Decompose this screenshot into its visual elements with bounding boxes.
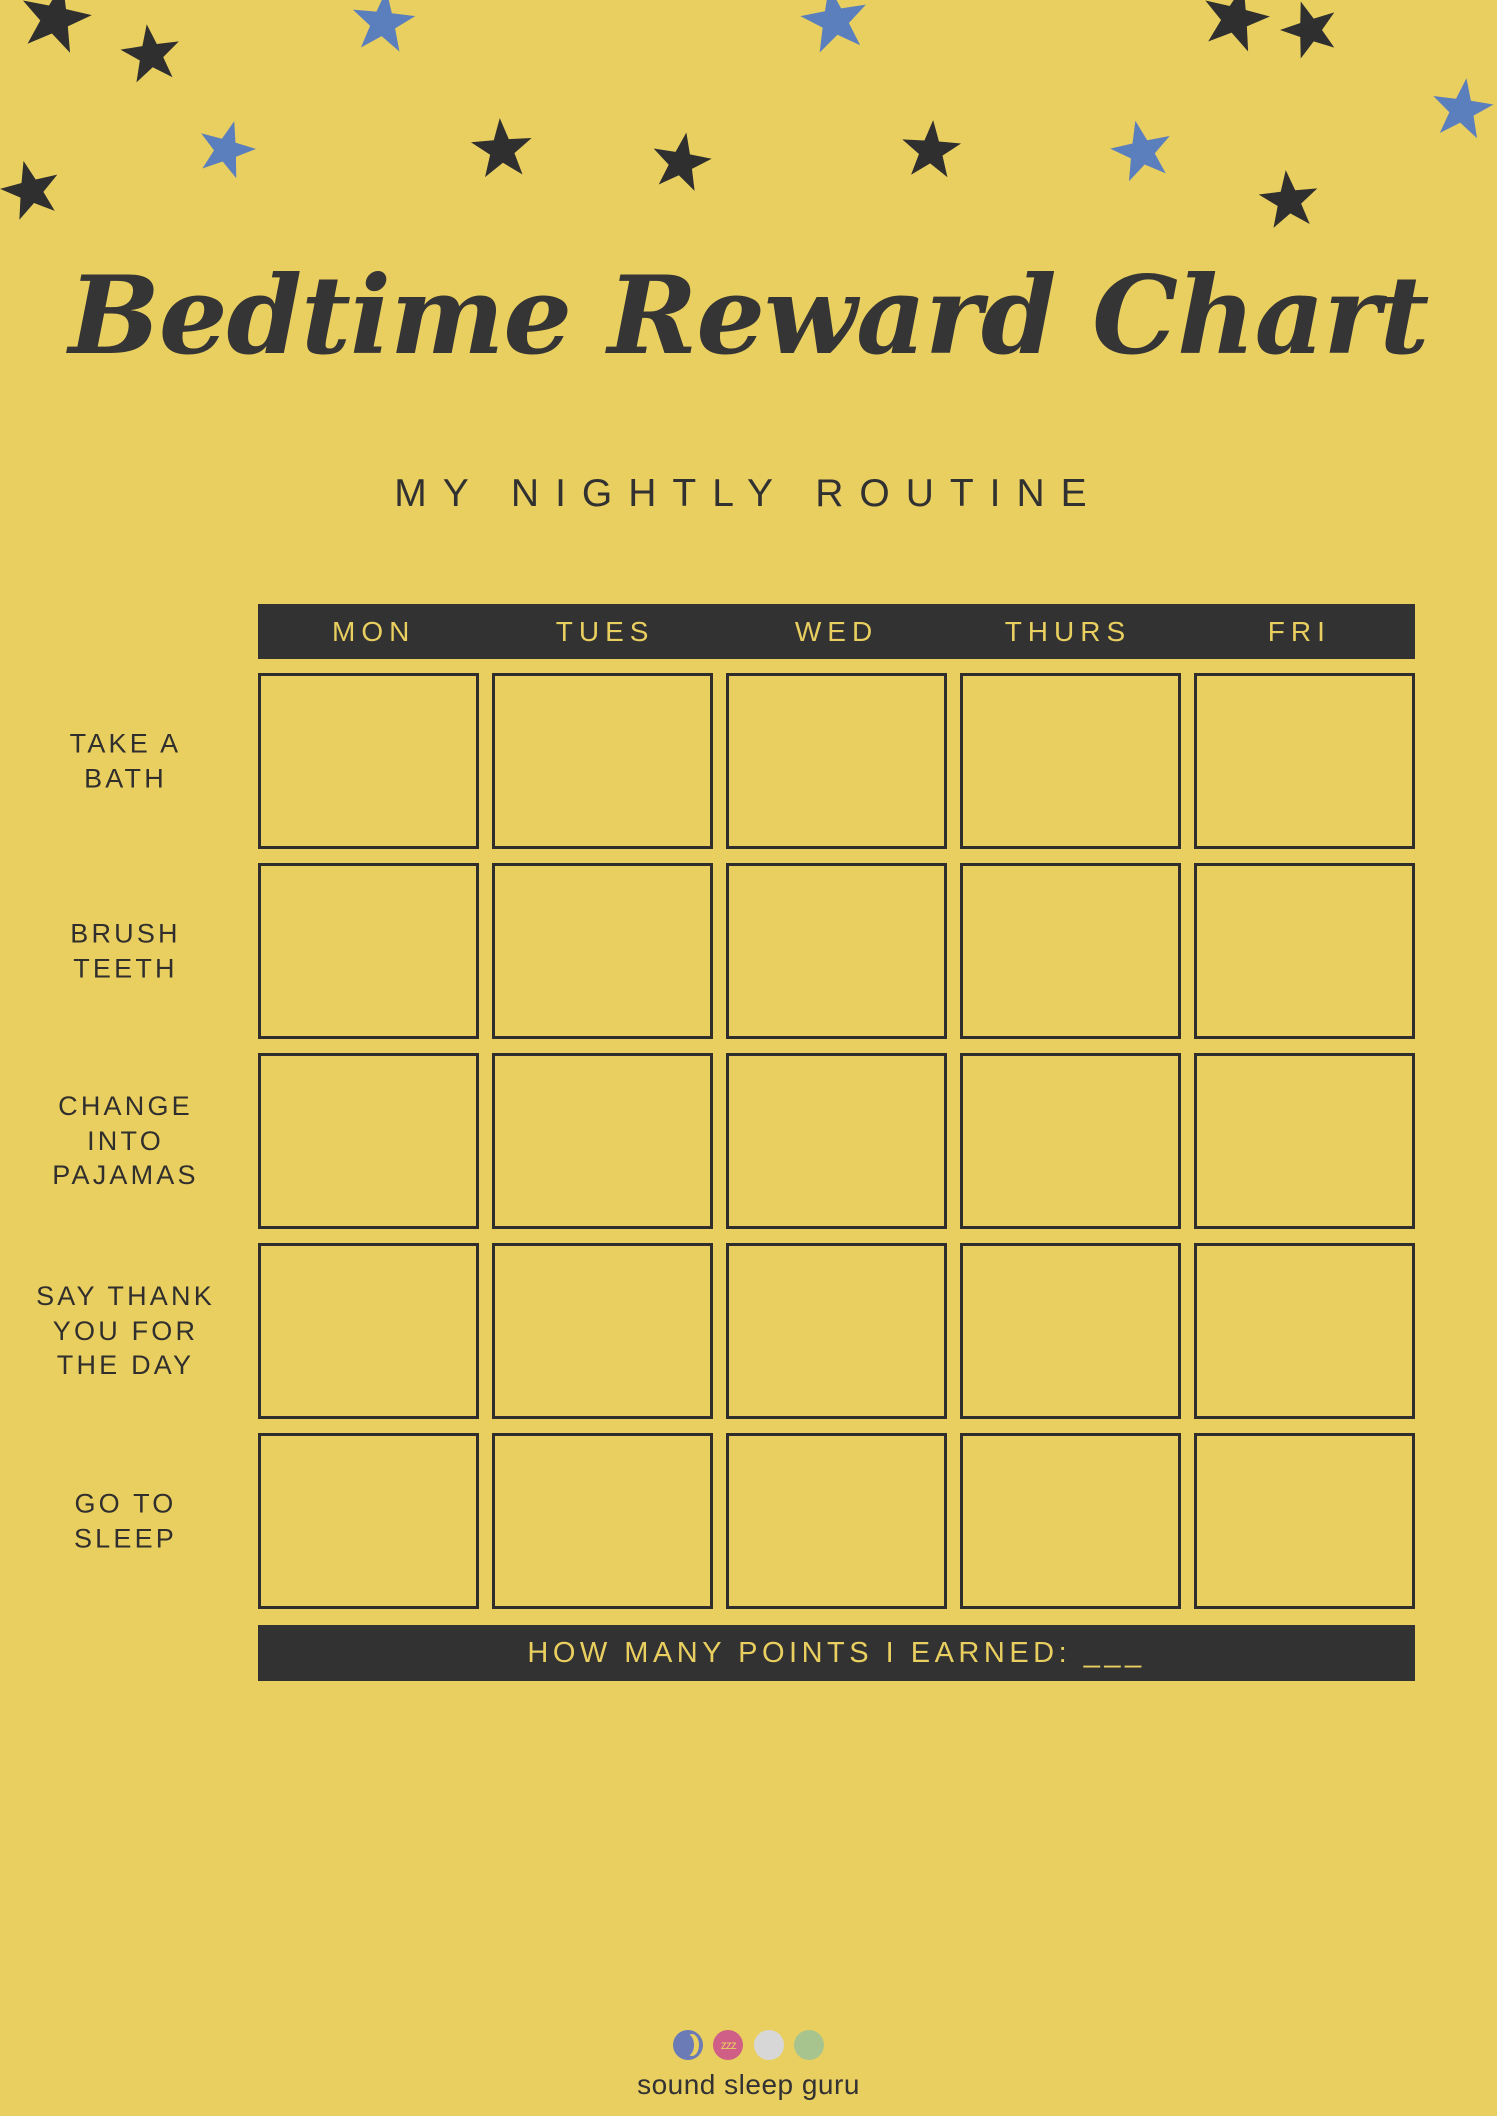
checkbox-cell-thanks-fri[interactable]: [1194, 1243, 1415, 1419]
table-row: [52, 1053, 1415, 1229]
checkbox-cell-teeth-thurs[interactable]: [960, 863, 1181, 1039]
checkbox-cell-pajamas-fri[interactable]: [1194, 1053, 1415, 1229]
moon-icon: [673, 2030, 703, 2060]
checkbox-cell-sleep-tues[interactable]: [492, 1433, 713, 1609]
checkbox-cell-thanks-thurs[interactable]: [960, 1243, 1181, 1419]
column-header-fri: FRI: [1267, 615, 1331, 647]
checkbox-cell-sleep-fri[interactable]: [1194, 1433, 1415, 1609]
table-row: [73, 1433, 1415, 1609]
row-label-say-thank-you: SAY THANK YOU FOR THE DAY: [36, 1281, 215, 1381]
checkbox-cell-thanks-tues[interactable]: [492, 1243, 713, 1419]
checkbox-cell-bath-thurs[interactable]: [960, 673, 1181, 849]
row-label-go-to-sleep: GO TO SLEEP: [73, 1488, 178, 1553]
table-row: [70, 863, 1415, 1039]
column-header-thurs: THURS: [1004, 615, 1132, 647]
star-icon: [350, 0, 416, 56]
checkbox-cell-pajamas-mon[interactable]: [258, 1053, 479, 1229]
checkbox-cell-sleep-mon[interactable]: [258, 1433, 479, 1609]
row-label-take-a-bath: TAKE A BATH: [69, 728, 182, 793]
star-icon: [196, 120, 256, 180]
checkbox-cell-teeth-fri[interactable]: [1194, 863, 1415, 1039]
row-label-change-into-pajamas: CHANGE INTO PAJAMAS: [52, 1091, 199, 1191]
dot-green-icon: [794, 2030, 824, 2060]
checkbox-cell-bath-wed[interactable]: [726, 673, 947, 849]
column-header-mon: MON: [332, 615, 416, 647]
checkbox-cell-pajamas-wed[interactable]: [726, 1053, 947, 1229]
star-icon: [900, 120, 962, 182]
checkbox-cell-bath-mon[interactable]: [258, 673, 479, 849]
star-icon: [1430, 78, 1494, 142]
checkbox-cell-thanks-mon[interactable]: [258, 1243, 479, 1419]
logo-text: sound sleep guru: [637, 2069, 860, 2100]
table-row: [36, 1243, 1415, 1419]
sleep-zzz-icon: zzz: [713, 2030, 743, 2060]
brand-logo: [0, 2030, 1497, 2101]
checkbox-cell-sleep-wed[interactable]: [726, 1433, 947, 1609]
checkbox-cell-bath-tues[interactable]: [492, 673, 713, 849]
star-decoration-field: [0, 0, 1497, 280]
checkbox-cell-teeth-wed[interactable]: [726, 863, 947, 1039]
points-earned-bar[interactable]: [258, 1625, 1415, 1681]
logo-dots: [0, 2030, 1497, 2064]
checkbox-cell-pajamas-thurs[interactable]: [960, 1053, 1181, 1229]
checkbox-cell-thanks-wed[interactable]: [726, 1243, 947, 1419]
star-icon: [1258, 170, 1320, 232]
checkbox-cell-teeth-tues[interactable]: [492, 863, 713, 1039]
table-header-row: [258, 604, 1415, 659]
star-icon: [470, 118, 534, 182]
star-icon: [800, 0, 870, 56]
column-header-wed: WED: [794, 615, 879, 647]
points-earned-label: HOW MANY POINTS I EARNED: ___: [527, 1636, 1146, 1669]
table-row: [69, 673, 1415, 849]
star-icon: [0, 160, 62, 222]
star-icon: [1280, 0, 1340, 60]
star-icon: [1200, 0, 1270, 54]
checkbox-cell-pajamas-tues[interactable]: [492, 1053, 713, 1229]
star-icon: [1110, 120, 1174, 184]
row-label-brush-teeth: BRUSH TEETH: [70, 918, 181, 983]
page-subtitle: MY NIGHTLY ROUTINE: [394, 472, 1103, 515]
page-title: Bedtime Reward Chart: [68, 253, 1429, 379]
column-header-tues: TUES: [555, 615, 655, 647]
checkbox-cell-bath-fri[interactable]: [1194, 673, 1415, 849]
checkbox-cell-teeth-mon[interactable]: [258, 863, 479, 1039]
dot-grey-icon: [754, 2030, 784, 2060]
star-icon: [18, 0, 92, 56]
star-icon: [650, 132, 712, 194]
star-icon: [120, 24, 182, 86]
checkbox-cell-sleep-thurs[interactable]: [960, 1433, 1181, 1609]
reward-chart: [36, 604, 1415, 1681]
